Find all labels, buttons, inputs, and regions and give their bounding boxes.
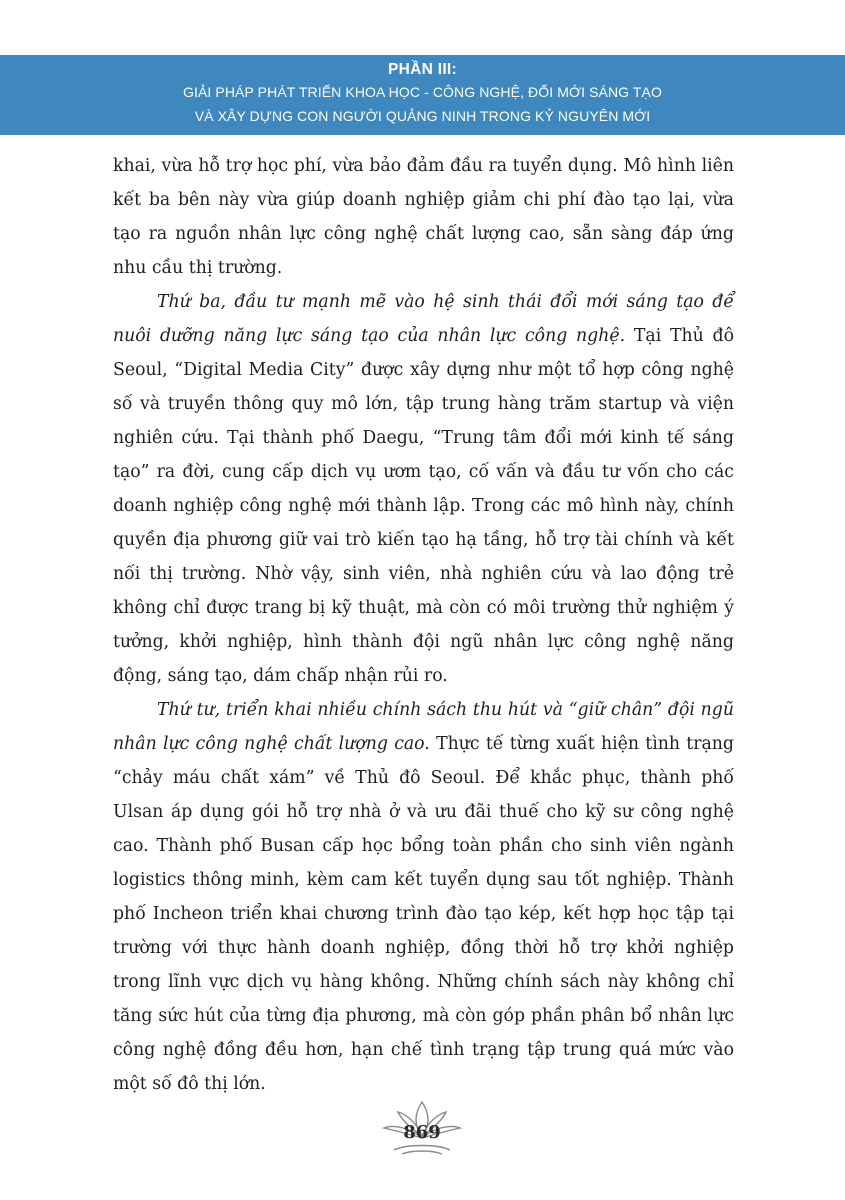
paragraph-3	[113, 693, 734, 1101]
paragraph-2-lead-italic: Thứ ba, đầu tư mạnh mẽ vào hệ sinh thái đổi mới sáng tạo để nuôi dưỡng năng lực sáng tạo của nhân lực công nghệ.	[113, 292, 734, 346]
part-label: PHẦN III:	[387, 61, 457, 78]
paragraph-2	[113, 285, 734, 693]
page-body	[113, 149, 734, 1101]
paragraph-2-text: Tại Thủ đô Seoul, “Digital Media City” được xây dựng như một tổ hợp công nghệ số và truyền thông quy mô lớn, tập trung hàng trăm startup và viện nghiên cứu. Tại thành phố Daegu, “Trung tâm đổi mới kinh tế sáng tạo” ra đời, cung cấp dịch vụ ươm tạo, cố vấn và đầu tư vốn cho các doanh nghiệp công nghệ mới thành lập. Trong các mô hình này, chính quyền địa phương giữ vai trò kiến tạo hạ tầng, hỗ trợ tài chính và kết nối thị trường. Nhờ vậy, sinh viên, nhà nghiên cứu và lao động trẻ không chỉ được trang bị kỹ thuật, mà còn có môi trường thử nghiệm ý tưởng, khởi nghiệp, hình thành đội ngũ nhân lực công nghệ năng động, sáng tạo, dám chấp nhận rủi ro.	[113, 326, 735, 686]
section-subtitle-line-2: VÀ XÂY DỰNG CON NGƯỜI QUẢNG NINH TRONG KỶ NGUYÊN MỚI	[194, 108, 651, 124]
paragraph-3-lead-italic: Thứ tư, triển khai nhiều chính sách thu hút và “giữ chân” đội ngũ nhân lực công nghệ chất lượng cao.	[113, 700, 734, 754]
page-number: 869	[403, 1122, 441, 1143]
page-number-ornament	[372, 1098, 472, 1160]
paragraph-1: khai, vừa hỗ trợ học phí, vừa bảo đảm đầu ra tuyển dụng. Mô hình liên kết ba bên này vừa giúp doanh nghiệp giảm chi phí đào tạo lại, vừa tạo ra nguồn nhân lực công nghệ chất lượng cao, sẵn sàng đáp ứng nhu cầu thị trường.	[113, 156, 734, 278]
section-header-band	[0, 55, 845, 135]
paragraph-3-text: Thực tế từng xuất hiện tình trạng “chảy máu chất xám” về Thủ đô Seoul. Để khắc phục, thành phố Ulsan áp dụng gói hỗ trợ nhà ở và ưu đãi thuế cho kỹ sư công nghệ cao. Thành phố Busan cấp học bổng toàn phần cho sinh viên ngành logistics thông minh, kèm cam kết tuyển dụng sau tốt nghiệp. Thành phố Incheon triển khai chương trình đào tạo kép, kết hợp học tập tại trường với thực hành doanh nghiệp, đồng thời hỗ trợ khởi nghiệp trong lĩnh vực dịch vụ hàng không. Những chính sách này không chỉ tăng sức hút của từng địa phương, mà còn góp phần phân bổ nhân lực công nghệ đồng đều hơn, hạn chế tình trạng tập trung quá mức vào một số đô thị lớn.	[113, 734, 734, 1094]
section-subtitle-line-1: GIẢI PHÁP PHÁT TRIỂN KHOA HỌC - CÔNG NGHỆ, ĐỔI MỚI SÁNG TẠO	[183, 84, 662, 100]
